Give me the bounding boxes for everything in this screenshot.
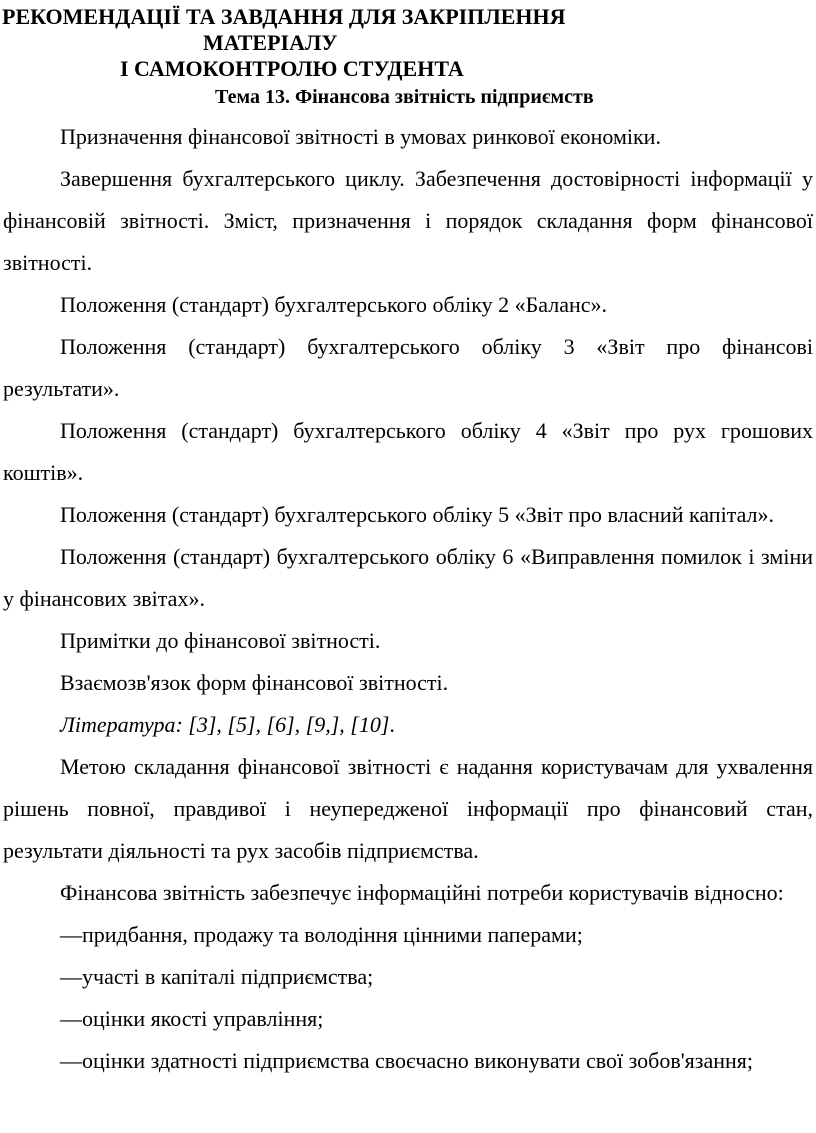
title-line-3: І САМОКОНТРОЛЮ СТУДЕНТА [120,56,464,81]
list-item: —оцінки здатності підприємства своєчасно виконувати свої зобов'язання; [60,1048,754,1073]
list-item: —участі в капіталі підприємства; [60,964,374,989]
paragraph-purpose: Призначення фінансової звітності в умовах ринкової економіки. [60,124,661,149]
list-item: —оцінки якості управління; [60,1006,324,1031]
title-line-1: РЕКОМЕНДАЦІЇ ТА ЗАВДАННЯ ДЛЯ ЗАКРІПЛЕННЯ [2,4,566,29]
paragraph-standard-5: Положення (стандарт) бухгалтерського обліку 5 «Звіт про власний капітал». [60,502,775,527]
title-line-2: МАТЕРІАЛУ [203,30,338,55]
literature-end: . [389,712,395,737]
literature-label: Література: [3], [5], [6], [9,], [10] [60,712,390,737]
paragraph-needs: Фінансова звітність забезпечує інформаційні потреби користувачів відносно: [60,880,784,905]
paragraph-goal: Метою складання фінансової звітності є надання користувачам для ухвалення рішень повної, правдивої і неупередженої інформації про фінансовий стан, результати діяльності та рух засобів підприємства. [3,754,813,863]
paragraph-notes: Примітки до фінансової звітності. [60,628,381,653]
literature-references [3,704,813,746]
paragraph-cycle: Завершення бухгалтерського циклу. Забезпечення достовірності інформації у фінансовій звітності. Зміст, призначення і порядок складання форм фінансової звітності. [3,166,813,275]
topic-heading: Тема 13. Фінансова звітність підприємств [215,86,594,108]
paragraph-standard-4: Положення (стандарт) бухгалтерського обліку 4 «Звіт про рух грошових коштів». [3,418,813,485]
document-body [3,116,813,1082]
paragraph-standard-6: Положення (стандарт) бухгалтерського обліку 6 «Виправлення помилок і зміни у фінансових звітах». [3,544,813,611]
paragraph-relationship: Взаємозв'язок форм фінансової звітності. [60,670,449,695]
list-item: —придбання, продажу та володіння цінними паперами; [60,922,583,947]
paragraph-standard-2: Положення (стандарт) бухгалтерського обліку 2 «Баланс». [60,292,608,317]
paragraph-standard-3: Положення (стандарт) бухгалтерського обліку 3 «Звіт про фінансові результати». [3,334,813,401]
